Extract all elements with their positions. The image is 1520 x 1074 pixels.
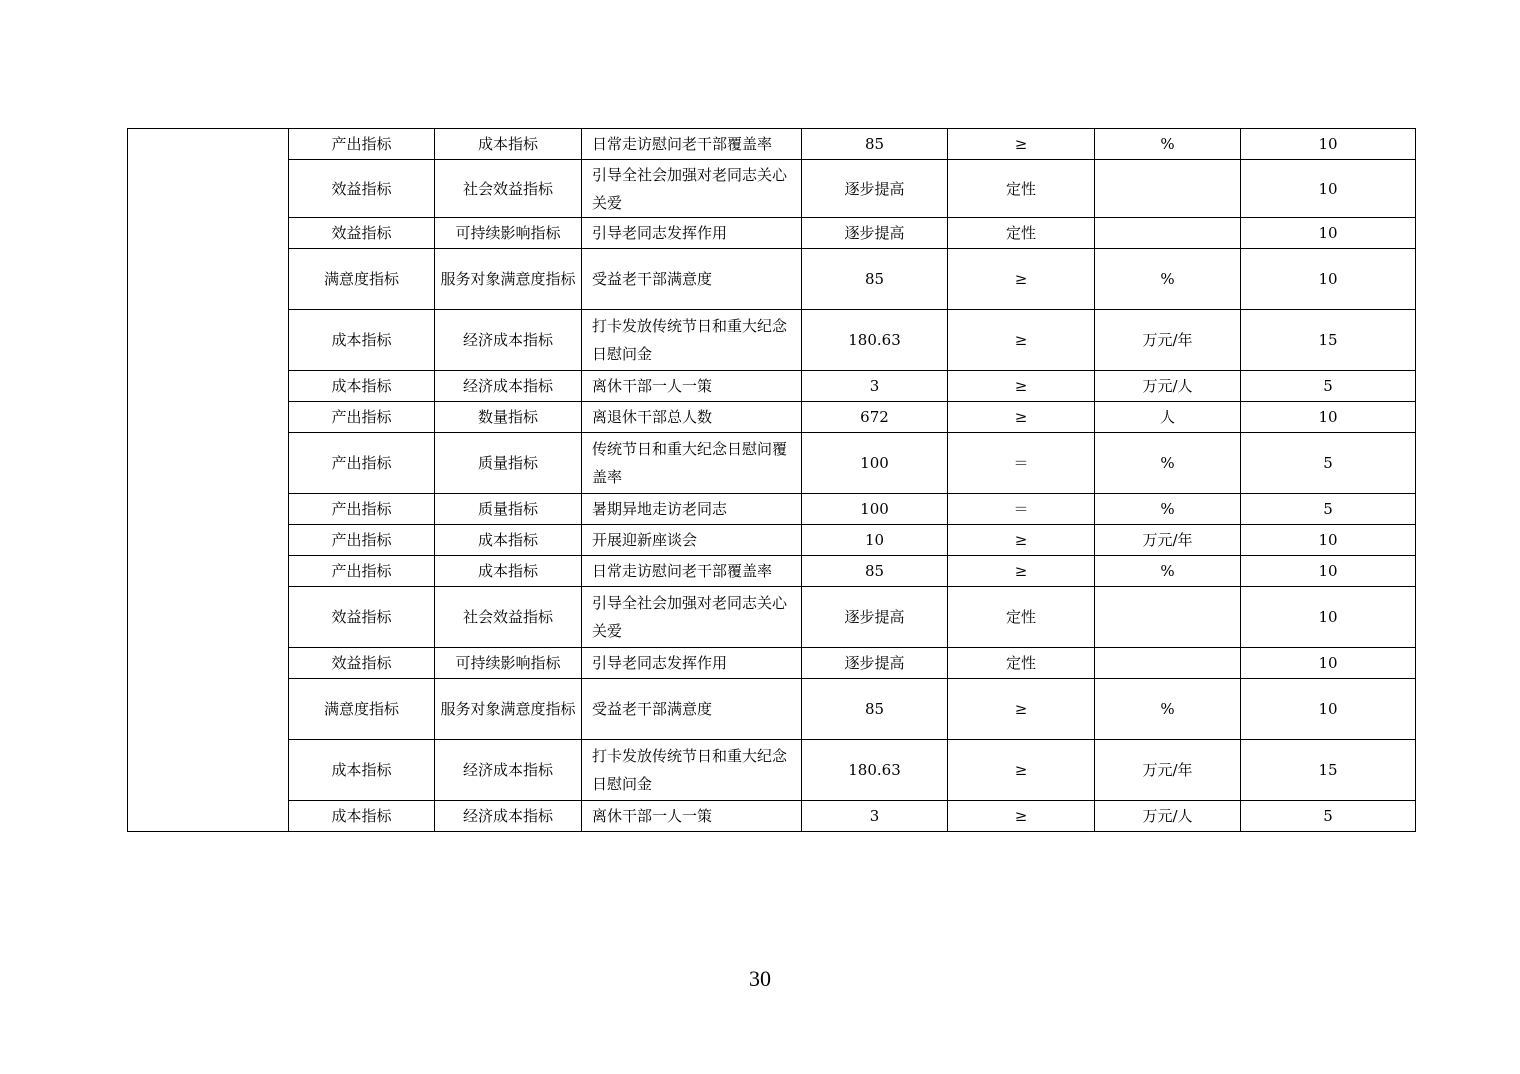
table-row bbox=[128, 249, 1416, 310]
weight-cell: 10 bbox=[1241, 587, 1416, 648]
unit-cell: % bbox=[1095, 679, 1241, 740]
weight-cell: 5 bbox=[1241, 801, 1416, 832]
weight-cell: 10 bbox=[1241, 402, 1416, 433]
unit-cell: % bbox=[1095, 433, 1241, 494]
target-value-cell: 3 bbox=[802, 371, 948, 402]
level2-indicator-cell: 质量指标 bbox=[435, 433, 582, 494]
target-value-cell: 10 bbox=[802, 525, 948, 556]
level1-indicator-cell: 产出指标 bbox=[289, 402, 435, 433]
level2-indicator-cell: 成本指标 bbox=[435, 556, 582, 587]
unit-cell: % bbox=[1095, 129, 1241, 160]
indicator-name-cell: 受益老干部满意度 bbox=[582, 679, 802, 740]
level2-indicator-cell: 数量指标 bbox=[435, 402, 582, 433]
unit-cell: 万元/人 bbox=[1095, 371, 1241, 402]
weight-cell: 10 bbox=[1241, 249, 1416, 310]
table-row bbox=[128, 648, 1416, 679]
indicator-name-cell: 引导全社会加强对老同志关心关爱 bbox=[582, 160, 802, 218]
level1-indicator-cell: 效益指标 bbox=[289, 587, 435, 648]
weight-cell: 15 bbox=[1241, 310, 1416, 371]
operator-cell: ≥ bbox=[948, 402, 1095, 433]
level1-indicator-cell: 成本指标 bbox=[289, 801, 435, 832]
unit-cell bbox=[1095, 218, 1241, 249]
operator-cell: 定性 bbox=[948, 587, 1095, 648]
table-row bbox=[128, 556, 1416, 587]
operator-cell: ≥ bbox=[948, 371, 1095, 402]
level2-indicator-cell: 成本指标 bbox=[435, 525, 582, 556]
indicator-name-cell: 离休干部一人一策 bbox=[582, 801, 802, 832]
level2-indicator-cell: 经济成本指标 bbox=[435, 801, 582, 832]
level1-indicator-cell: 产出指标 bbox=[289, 525, 435, 556]
indicator-name-cell: 开展迎新座谈会 bbox=[582, 525, 802, 556]
table-row bbox=[128, 587, 1416, 648]
level2-indicator-cell: 成本指标 bbox=[435, 129, 582, 160]
table-row bbox=[128, 371, 1416, 402]
target-value-cell: 逐步提高 bbox=[802, 587, 948, 648]
page-number: 30 bbox=[749, 966, 771, 991]
weight-cell: 10 bbox=[1241, 160, 1416, 218]
indicator-name-cell: 受益老干部满意度 bbox=[582, 249, 802, 310]
level2-indicator-cell: 经济成本指标 bbox=[435, 740, 582, 801]
target-value-cell: 180.63 bbox=[802, 310, 948, 371]
operator-cell: 定性 bbox=[948, 160, 1095, 218]
level2-indicator-cell: 经济成本指标 bbox=[435, 371, 582, 402]
table-row bbox=[128, 801, 1416, 832]
weight-cell: 5 bbox=[1241, 433, 1416, 494]
weight-cell: 10 bbox=[1241, 679, 1416, 740]
target-value-cell: 85 bbox=[802, 556, 948, 587]
level2-indicator-cell: 服务对象满意度指标 bbox=[435, 679, 582, 740]
table-row bbox=[128, 433, 1416, 494]
level1-indicator-cell: 效益指标 bbox=[289, 648, 435, 679]
level1-indicator-cell: 效益指标 bbox=[289, 218, 435, 249]
table-row bbox=[128, 679, 1416, 740]
weight-cell: 10 bbox=[1241, 525, 1416, 556]
unit-cell: % bbox=[1095, 556, 1241, 587]
indicator-name-cell: 暑期异地走访老同志 bbox=[582, 494, 802, 525]
target-value-cell: 100 bbox=[802, 433, 948, 494]
operator-cell: ≥ bbox=[948, 310, 1095, 371]
indicator-name-cell: 离休干部一人一策 bbox=[582, 371, 802, 402]
target-value-cell: 672 bbox=[802, 402, 948, 433]
indicator-name-cell: 引导老同志发挥作用 bbox=[582, 648, 802, 679]
unit-cell: 万元/人 bbox=[1095, 801, 1241, 832]
target-value-cell: 100 bbox=[802, 494, 948, 525]
indicator-name-cell: 打卡发放传统节日和重大纪念日慰问金 bbox=[582, 310, 802, 371]
indicator-name-cell: 打卡发放传统节日和重大纪念日慰问金 bbox=[582, 740, 802, 801]
operator-cell: ＝ bbox=[948, 494, 1095, 525]
level1-indicator-cell: 产出指标 bbox=[289, 556, 435, 587]
weight-cell: 15 bbox=[1241, 740, 1416, 801]
indicator-name-cell: 引导老同志发挥作用 bbox=[582, 218, 802, 249]
level2-indicator-cell: 质量指标 bbox=[435, 494, 582, 525]
operator-cell: ≥ bbox=[948, 556, 1095, 587]
indicator-name-cell: 日常走访慰问老干部覆盖率 bbox=[582, 556, 802, 587]
level1-indicator-cell: 满意度指标 bbox=[289, 249, 435, 310]
unit-cell: % bbox=[1095, 494, 1241, 525]
operator-cell: 定性 bbox=[948, 648, 1095, 679]
table-row bbox=[128, 218, 1416, 249]
level1-indicator-cell: 产出指标 bbox=[289, 129, 435, 160]
level2-indicator-cell: 社会效益指标 bbox=[435, 160, 582, 218]
weight-cell: 10 bbox=[1241, 556, 1416, 587]
unit-cell bbox=[1095, 587, 1241, 648]
level2-indicator-cell: 社会效益指标 bbox=[435, 587, 582, 648]
operator-cell: ≥ bbox=[948, 129, 1095, 160]
level2-indicator-cell: 可持续影响指标 bbox=[435, 218, 582, 249]
project-name-cell bbox=[128, 129, 289, 832]
level1-indicator-cell: 成本指标 bbox=[289, 371, 435, 402]
unit-cell: % bbox=[1095, 249, 1241, 310]
target-value-cell: 逐步提高 bbox=[802, 648, 948, 679]
table-row bbox=[128, 494, 1416, 525]
unit-cell: 万元/年 bbox=[1095, 310, 1241, 371]
table-row bbox=[128, 310, 1416, 371]
target-value-cell: 逐步提高 bbox=[802, 218, 948, 249]
level1-indicator-cell: 成本指标 bbox=[289, 310, 435, 371]
target-value-cell: 3 bbox=[802, 801, 948, 832]
unit-cell: 万元/年 bbox=[1095, 525, 1241, 556]
indicator-name-cell: 日常走访慰问老干部覆盖率 bbox=[582, 129, 802, 160]
target-value-cell: 85 bbox=[802, 679, 948, 740]
operator-cell: ≥ bbox=[948, 525, 1095, 556]
operator-cell: ≥ bbox=[948, 740, 1095, 801]
target-value-cell: 85 bbox=[802, 129, 948, 160]
level1-indicator-cell: 产出指标 bbox=[289, 433, 435, 494]
unit-cell: 人 bbox=[1095, 402, 1241, 433]
operator-cell: ＝ bbox=[948, 433, 1095, 494]
indicator-name-cell: 离退休干部总人数 bbox=[582, 402, 802, 433]
level1-indicator-cell: 产出指标 bbox=[289, 494, 435, 525]
weight-cell: 10 bbox=[1241, 129, 1416, 160]
weight-cell: 5 bbox=[1241, 494, 1416, 525]
performance-indicator-table bbox=[127, 128, 1416, 832]
level1-indicator-cell: 满意度指标 bbox=[289, 679, 435, 740]
level2-indicator-cell: 服务对象满意度指标 bbox=[435, 249, 582, 310]
target-value-cell: 85 bbox=[802, 249, 948, 310]
level2-indicator-cell: 经济成本指标 bbox=[435, 310, 582, 371]
table-row bbox=[128, 160, 1416, 218]
level2-indicator-cell: 可持续影响指标 bbox=[435, 648, 582, 679]
operator-cell: 定性 bbox=[948, 218, 1095, 249]
weight-cell: 10 bbox=[1241, 218, 1416, 249]
operator-cell: ≥ bbox=[948, 679, 1095, 740]
weight-cell: 10 bbox=[1241, 648, 1416, 679]
table-row bbox=[128, 740, 1416, 801]
table-row bbox=[128, 129, 1416, 160]
table-body bbox=[128, 129, 1416, 832]
unit-cell: 万元/年 bbox=[1095, 740, 1241, 801]
weight-cell: 5 bbox=[1241, 371, 1416, 402]
unit-cell bbox=[1095, 160, 1241, 218]
operator-cell: ≥ bbox=[948, 801, 1095, 832]
level1-indicator-cell: 效益指标 bbox=[289, 160, 435, 218]
indicator-name-cell: 引导全社会加强对老同志关心关爱 bbox=[582, 587, 802, 648]
target-value-cell: 180.63 bbox=[802, 740, 948, 801]
table-row bbox=[128, 525, 1416, 556]
target-value-cell: 逐步提高 bbox=[802, 160, 948, 218]
indicator-name-cell: 传统节日和重大纪念日慰问覆盖率 bbox=[582, 433, 802, 494]
table-row bbox=[128, 402, 1416, 433]
unit-cell bbox=[1095, 648, 1241, 679]
operator-cell: ≥ bbox=[948, 249, 1095, 310]
level1-indicator-cell: 成本指标 bbox=[289, 740, 435, 801]
